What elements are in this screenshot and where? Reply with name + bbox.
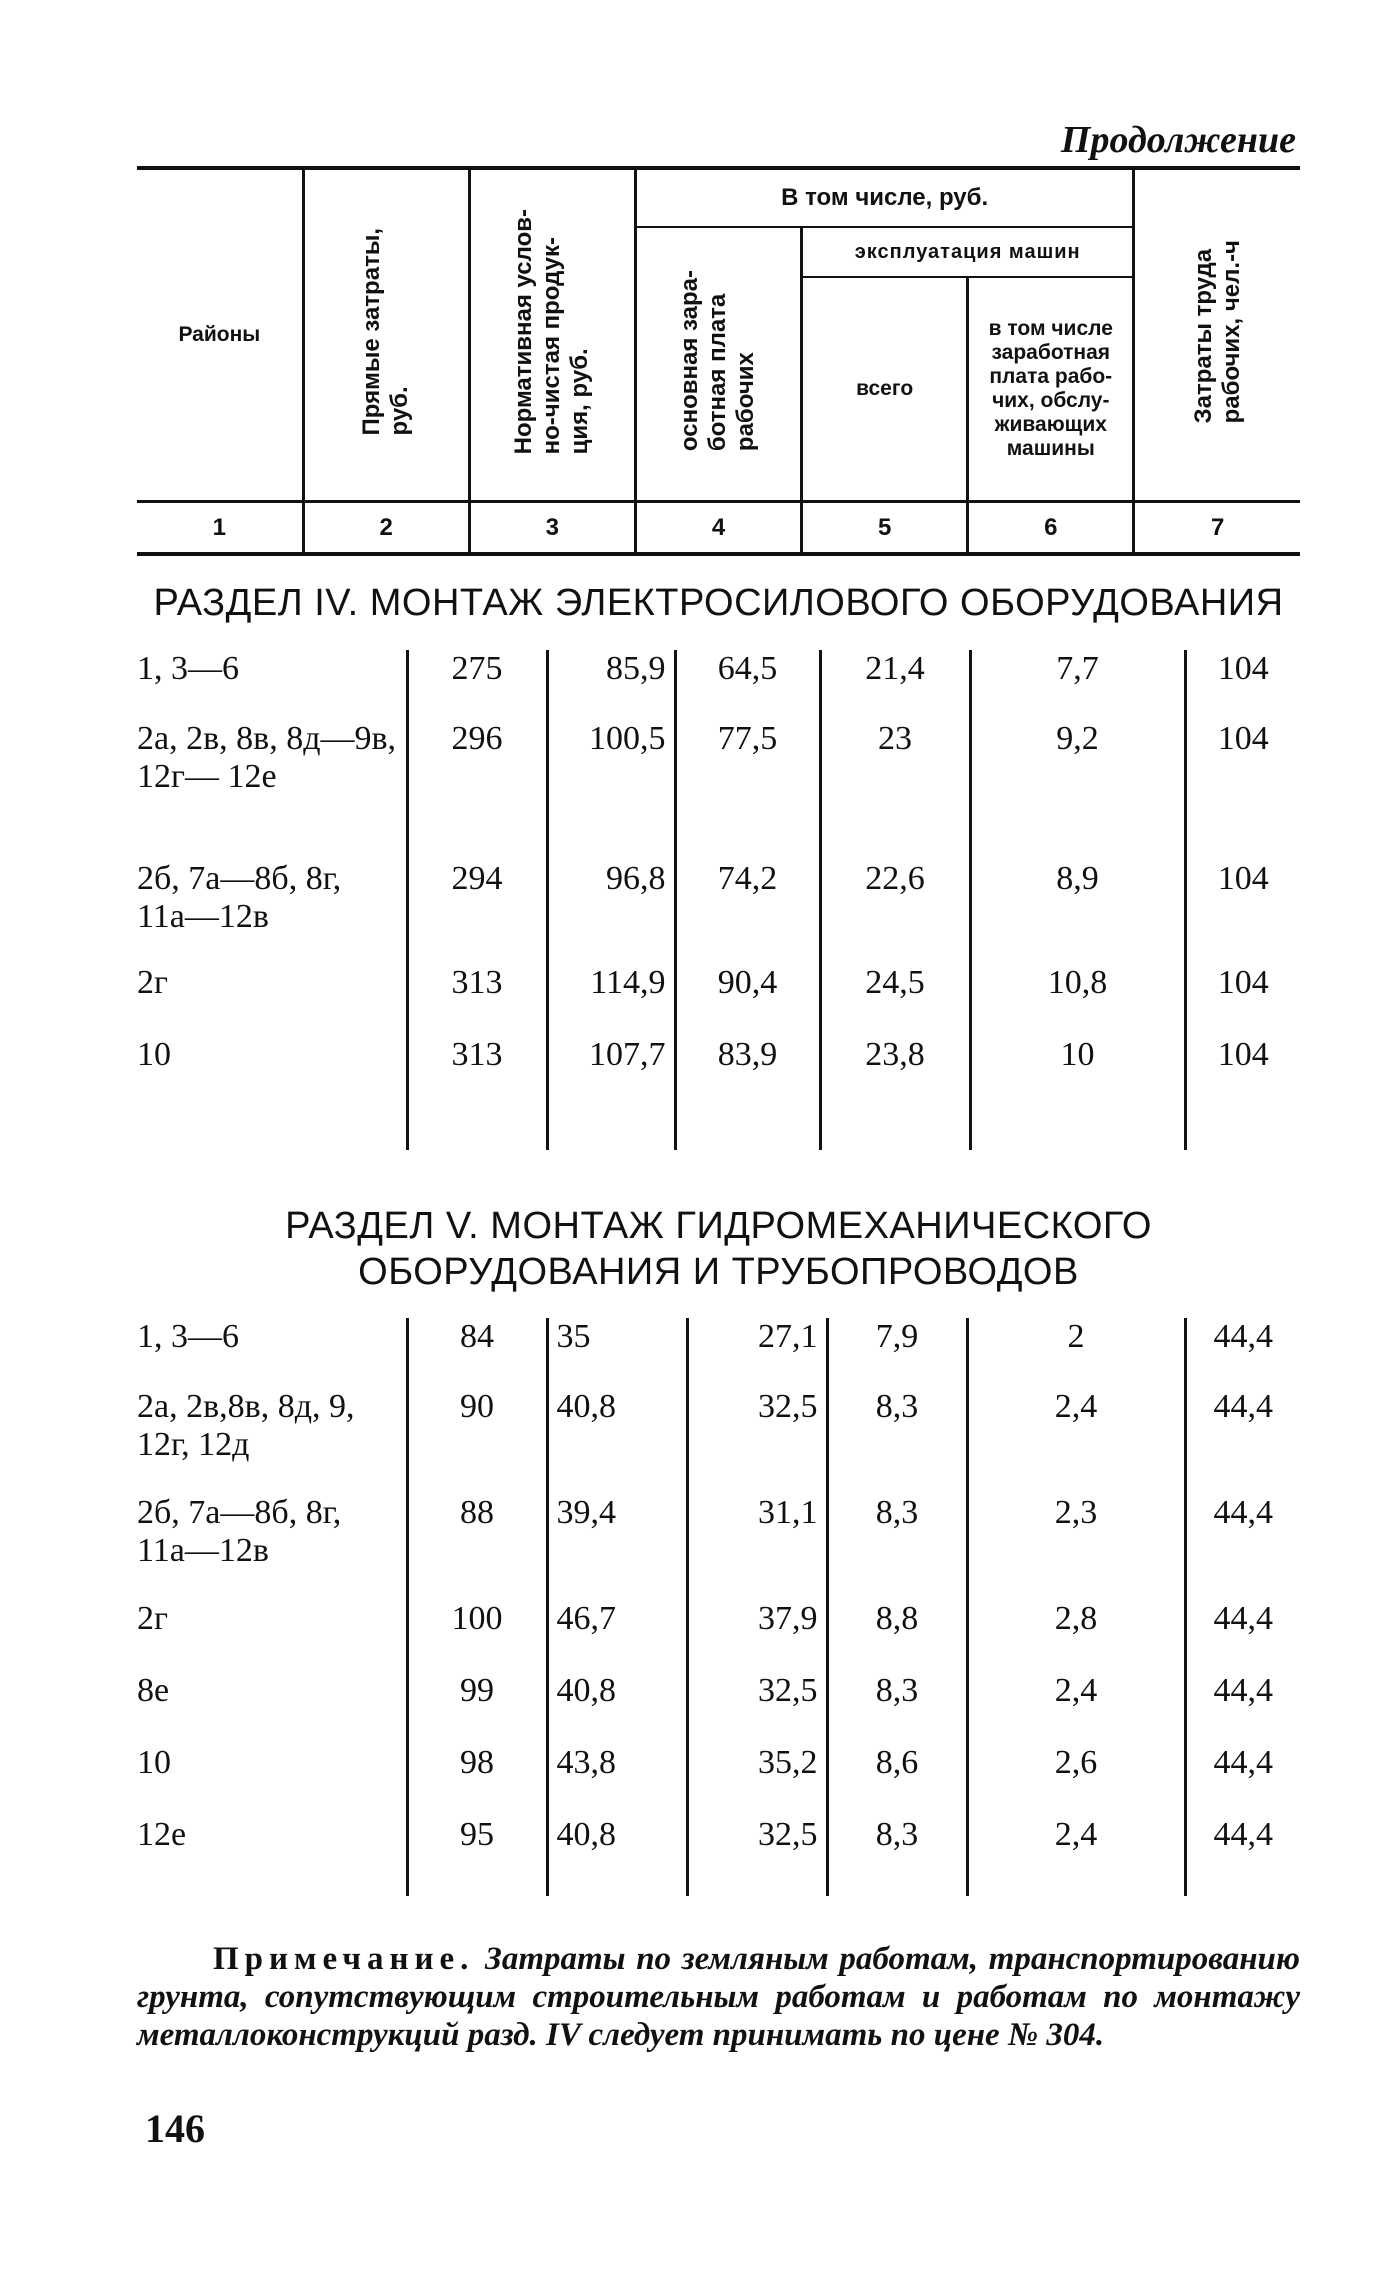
header-bottom-rule <box>137 552 1300 556</box>
labor-cost-cell: 44,4 <box>1185 1318 1300 1388</box>
column-header-table <box>137 170 1300 553</box>
labor-cost-cell: 104 <box>1185 964 1300 1036</box>
col-number-7: 7 <box>1134 502 1300 554</box>
basic-wages-cell: 32,5 <box>687 1816 827 1896</box>
basic-wages-cell: 37,9 <box>687 1600 827 1672</box>
machine-wages-cell: 8,9 <box>970 860 1185 964</box>
basic-wages-cell: 31,1 <box>687 1494 827 1600</box>
labor-cost-cell: 44,4 <box>1185 1744 1300 1816</box>
header-normative-product: Нормативная услов- но-чистая продук- ция, руб. <box>469 170 635 502</box>
normative-cell: 107,7 <box>547 1036 675 1150</box>
direct-costs-cell: 294 <box>407 860 547 964</box>
table-row <box>137 650 1300 720</box>
col-number-4: 4 <box>635 502 801 554</box>
district-cell: 1, 3—6 <box>137 1318 407 1388</box>
section-5-title-line-1: РАЗДЕЛ V. МОНТАЖ ГИДРОМЕХАНИЧЕСКОГО <box>285 1205 1152 1247</box>
normative-cell: 35 <box>547 1318 687 1388</box>
labor-cost-cell: 104 <box>1185 720 1300 860</box>
machine-total-cell: 7,9 <box>827 1318 967 1388</box>
table-row <box>137 1744 1300 1816</box>
footnote-text: Затраты по земляным работам, транспортированию грунта, сопутствующим строительным работам и работам по монтажу металлоконструкций разд. IV следует принимать по цене № 304. <box>137 1941 1301 2053</box>
direct-costs-cell: 90 <box>407 1388 547 1494</box>
direct-costs-cell: 275 <box>407 650 547 720</box>
direct-costs-cell: 100 <box>407 1600 547 1672</box>
table-row <box>137 1672 1300 1744</box>
table-row <box>137 860 1300 964</box>
machine-total-cell: 22,6 <box>820 860 970 964</box>
labor-cost-cell: 44,4 <box>1185 1816 1300 1896</box>
district-cell: 10 <box>137 1744 407 1816</box>
machine-total-cell: 8,3 <box>827 1672 967 1744</box>
section-4-title: РАЗДЕЛ IV. МОНТАЖ ЭЛЕКТРОСИЛОВОГО ОБОРУДОВАНИЯ <box>153 582 1284 624</box>
machine-wages-cell: 10,8 <box>970 964 1185 1036</box>
section-5-rows <box>137 1318 1300 1896</box>
machine-wages-cell: 9,2 <box>970 720 1185 860</box>
direct-costs-cell: 99 <box>407 1672 547 1744</box>
normative-cell: 40,8 <box>547 1816 687 1896</box>
machine-total-cell: 8,3 <box>827 1816 967 1896</box>
basic-wages-cell: 77,5 <box>675 720 820 860</box>
normative-cell: 39,4 <box>547 1494 687 1600</box>
header-total: всего <box>802 277 968 502</box>
table-row <box>137 1816 1300 1896</box>
machine-total-cell: 8,6 <box>827 1744 967 1816</box>
header-districts: Районы <box>137 170 303 502</box>
section-4-rows <box>137 650 1300 1150</box>
basic-wages-cell: 83,9 <box>675 1036 820 1150</box>
basic-wages-cell: 27,1 <box>687 1318 827 1388</box>
page-number: 146 <box>145 2106 205 2151</box>
machine-wages-cell: 2,6 <box>967 1744 1185 1816</box>
section-5-table <box>137 1318 1300 1896</box>
header-machine-wages: в том числе заработная плата рабо-чих, обслу-живающих машины <box>968 277 1134 502</box>
machine-total-cell: 24,5 <box>820 964 970 1036</box>
normative-cell: 40,8 <box>547 1672 687 1744</box>
basic-wages-cell: 90,4 <box>675 964 820 1036</box>
header-direct-costs: Прямые затраты, руб. <box>303 170 469 502</box>
header-including: В том числе, руб. <box>635 170 1133 227</box>
district-cell: 2г <box>137 964 407 1036</box>
basic-wages-cell: 64,5 <box>675 650 820 720</box>
labor-cost-cell: 44,4 <box>1185 1494 1300 1600</box>
section-5-title <box>137 1203 1300 1295</box>
direct-costs-cell: 88 <box>407 1494 547 1600</box>
labor-cost-cell: 104 <box>1185 650 1300 720</box>
basic-wages-cell: 35,2 <box>687 1744 827 1816</box>
labor-cost-cell: 44,4 <box>1185 1672 1300 1744</box>
machine-total-cell: 8,3 <box>827 1388 967 1494</box>
machine-total-cell: 8,8 <box>827 1600 967 1672</box>
district-cell: 2б, 7а—8б, 8г, 11а—12в <box>137 860 407 964</box>
machine-wages-cell: 2,4 <box>967 1672 1185 1744</box>
machine-total-cell: 8,3 <box>827 1494 967 1600</box>
normative-cell: 100,5 <box>547 720 675 860</box>
district-cell: 8е <box>137 1672 407 1744</box>
basic-wages-cell: 32,5 <box>687 1388 827 1494</box>
labor-cost-cell: 44,4 <box>1185 1600 1300 1672</box>
col-number-6: 6 <box>968 502 1134 554</box>
machine-wages-cell: 2 <box>967 1318 1185 1388</box>
header-machine-operation: эксплуатация машин <box>802 227 1134 277</box>
direct-costs-cell: 84 <box>407 1318 547 1388</box>
header-basic-wages: основная зара- ботная плата рабочих <box>635 227 801 502</box>
machine-wages-cell: 2,8 <box>967 1600 1185 1672</box>
direct-costs-cell: 296 <box>407 720 547 860</box>
machine-wages-cell: 2,4 <box>967 1816 1185 1896</box>
direct-costs-cell: 313 <box>407 964 547 1036</box>
table-row <box>137 1600 1300 1672</box>
direct-costs-cell: 98 <box>407 1744 547 1816</box>
normative-cell: 46,7 <box>547 1600 687 1672</box>
district-cell: 1, 3—6 <box>137 650 407 720</box>
footnote <box>137 1940 1300 2054</box>
normative-cell: 40,8 <box>547 1388 687 1494</box>
section-4-table <box>137 650 1300 1150</box>
col-number-1: 1 <box>137 502 303 554</box>
table-row <box>137 964 1300 1036</box>
machine-total-cell: 23 <box>820 720 970 860</box>
normative-cell: 85,9 <box>547 650 675 720</box>
footnote-lead: Примечание. <box>213 1941 475 1977</box>
labor-cost-cell: 104 <box>1185 1036 1300 1150</box>
table-row <box>137 1036 1300 1150</box>
district-cell: 10 <box>137 1036 407 1150</box>
table-row <box>137 1388 1300 1494</box>
direct-costs-cell: 313 <box>407 1036 547 1150</box>
normative-cell: 114,9 <box>547 964 675 1036</box>
labor-cost-cell: 44,4 <box>1185 1388 1300 1494</box>
col-number-3: 3 <box>469 502 635 554</box>
machine-wages-cell: 7,7 <box>970 650 1185 720</box>
col-number-2: 2 <box>303 502 469 554</box>
machine-wages-cell: 2,4 <box>967 1388 1185 1494</box>
machine-wages-cell: 2,3 <box>967 1494 1185 1600</box>
direct-costs-cell: 95 <box>407 1816 547 1896</box>
continuation-label: Продолжение <box>1060 119 1296 161</box>
machine-total-cell: 23,8 <box>820 1036 970 1150</box>
table-row <box>137 1494 1300 1600</box>
district-cell: 12е <box>137 1816 407 1896</box>
normative-cell: 96,8 <box>547 860 675 964</box>
district-cell: 2б, 7а—8б, 8г, 11а—12в <box>137 1494 407 1600</box>
basic-wages-cell: 74,2 <box>675 860 820 964</box>
labor-cost-cell: 104 <box>1185 860 1300 964</box>
section-5-title-line-2: ОБОРУДОВАНИЯ И ТРУБОПРОВОДОВ <box>358 1251 1079 1293</box>
basic-wages-cell: 32,5 <box>687 1672 827 1744</box>
normative-cell: 43,8 <box>547 1744 687 1816</box>
col-number-5: 5 <box>802 502 968 554</box>
table-row <box>137 1318 1300 1388</box>
machine-wages-cell: 10 <box>970 1036 1185 1150</box>
district-cell: 2г <box>137 1600 407 1672</box>
district-cell: 2а, 2в, 8в, 8д—9в, 12г— 12е <box>137 720 407 860</box>
table-row <box>137 720 1300 860</box>
district-cell: 2а, 2в,8в, 8д, 9, 12г, 12д <box>137 1388 407 1494</box>
machine-total-cell: 21,4 <box>820 650 970 720</box>
header-labor-costs: Затраты труда рабочих, чел.-ч <box>1134 170 1300 502</box>
